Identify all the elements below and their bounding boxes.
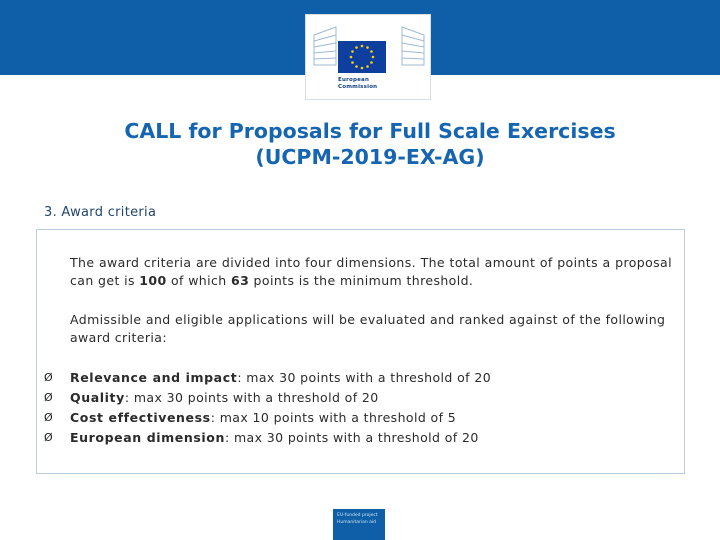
total-points: 100	[139, 273, 167, 288]
criteria-detail: : max 30 points with a threshold of 20	[224, 430, 479, 445]
title-line2: (UCPM-2019-EX-AG)	[255, 145, 485, 169]
criteria-detail: : max 30 points with a threshold of 20	[124, 390, 379, 405]
arrow-bullet-icon: Ø	[44, 391, 54, 404]
title-line1: CALL for Proposals for Full Scale Exercises	[124, 119, 616, 143]
footer-funding-logo	[333, 509, 385, 540]
logo-text	[338, 77, 398, 91]
arrow-bullet-icon: Ø	[44, 431, 54, 444]
evaluation-paragraph: Admissible and eligible applications will be evaluated and ranked against of the following award criteria:	[70, 312, 666, 345]
criteria-detail: : max 30 points with a threshold of 20	[237, 370, 492, 385]
criteria-name: Cost effectiveness	[70, 410, 211, 425]
arrow-bullet-icon: Ø	[44, 371, 54, 384]
criteria-list	[44, 368, 684, 448]
criteria-name: Quality	[70, 390, 125, 405]
criteria-item	[44, 408, 684, 428]
logo-text-line2: Commission	[338, 84, 378, 90]
criteria-item	[44, 428, 684, 448]
intro-text-1: The award criteria are divided into four dimensions. The total amount of points a proposal can get is	[70, 255, 672, 288]
minimum-threshold: 63	[230, 273, 250, 288]
footer-logo-line2: Humanitarian aid	[337, 520, 377, 525]
intro-text-3: points is the minimum threshold.	[249, 273, 474, 288]
arrow-bullet-icon: Ø	[44, 411, 54, 424]
section-heading: 3. Award criteria	[44, 205, 157, 220]
criteria-item	[44, 388, 684, 408]
intro-text-2: of which	[166, 273, 231, 288]
criteria-name: Relevance and impact	[70, 370, 238, 385]
footer-logo-line1: EU-funded project	[337, 513, 378, 518]
intro-paragraph	[70, 254, 672, 290]
logo-text-line1: European	[338, 77, 370, 83]
european-commission-logo	[305, 14, 431, 100]
criteria-item	[44, 368, 684, 388]
criteria-detail: : max 10 points with a threshold of 5	[210, 410, 457, 425]
criteria-name: European dimension	[70, 430, 225, 445]
page-title	[40, 118, 700, 170]
